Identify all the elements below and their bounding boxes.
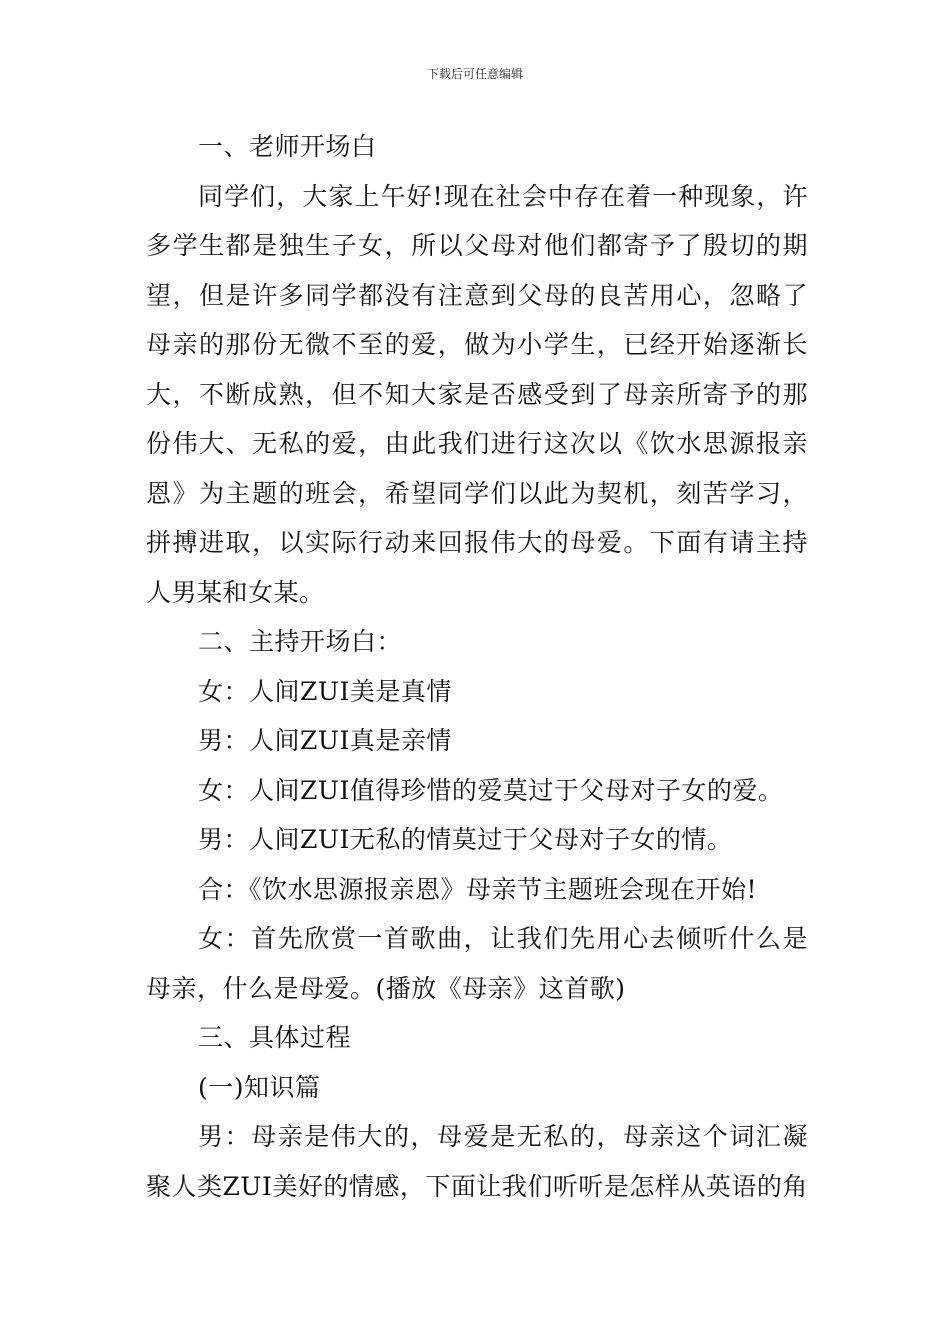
paragraph-teacher-speech: 同学们，大家上午好!现在社会中存在着一种现象，许多学生都是独生子女，所以父母对他们都寄予了殷切的期望，但是许多同学都没有注意到父母的良苦用心，忽略了母亲的那份无微不至的爱，做为小学生，已经开始逐渐长大，不断成熟，但不知大家是否感受到了母亲所寄予的那份伟大、无私的爱，由此我们进行这次以《饮水思源报亲恩》为主题的班会，希望同学们以此为契机，刻苦学习，拼搏进取，以实际行动来回报伟大的母爱。下面有请主持人男某和女某。 (146, 181, 808, 607)
dialogue-line: 男：人间ZUI无私的情莫过于父母对子女的情。 (198, 825, 733, 854)
document-body (146, 122, 808, 1211)
dialogue-line: 男：母亲是伟大的，母爱是无私的，母亲这个词汇凝聚人类ZUI美好的情感，下面让我们听听是怎样从英语的角 (146, 1122, 808, 1201)
subsection-heading-knowledge: (一)知识篇 (198, 1072, 321, 1102)
page-header-note: 下载后可任意编辑 (426, 67, 523, 81)
dialogue-line: 女：首先欣赏一首歌曲，让我们先用心去倾听什么是母亲，什么是母爱。(播放《母亲》这首歌) (146, 924, 808, 1003)
dialogue-line: 男：人间ZUI真是亲情 (198, 726, 452, 755)
section-heading-process: 三、具体过程 (198, 1023, 352, 1052)
dialogue-line: 合：《饮水思源报亲恩》母亲节主题班会现在开始! (198, 874, 758, 904)
section-heading-teacher-opening: 一、老师开场白 (198, 132, 377, 161)
dialogue-line: 女：人间ZUI值得珍惜的爱莫过于父母对子女的爱。 (198, 775, 784, 805)
section-heading-host-opening: 二、主持开场白： (198, 627, 403, 656)
dialogue-line: 女：人间ZUI美是真情 (198, 676, 452, 706)
